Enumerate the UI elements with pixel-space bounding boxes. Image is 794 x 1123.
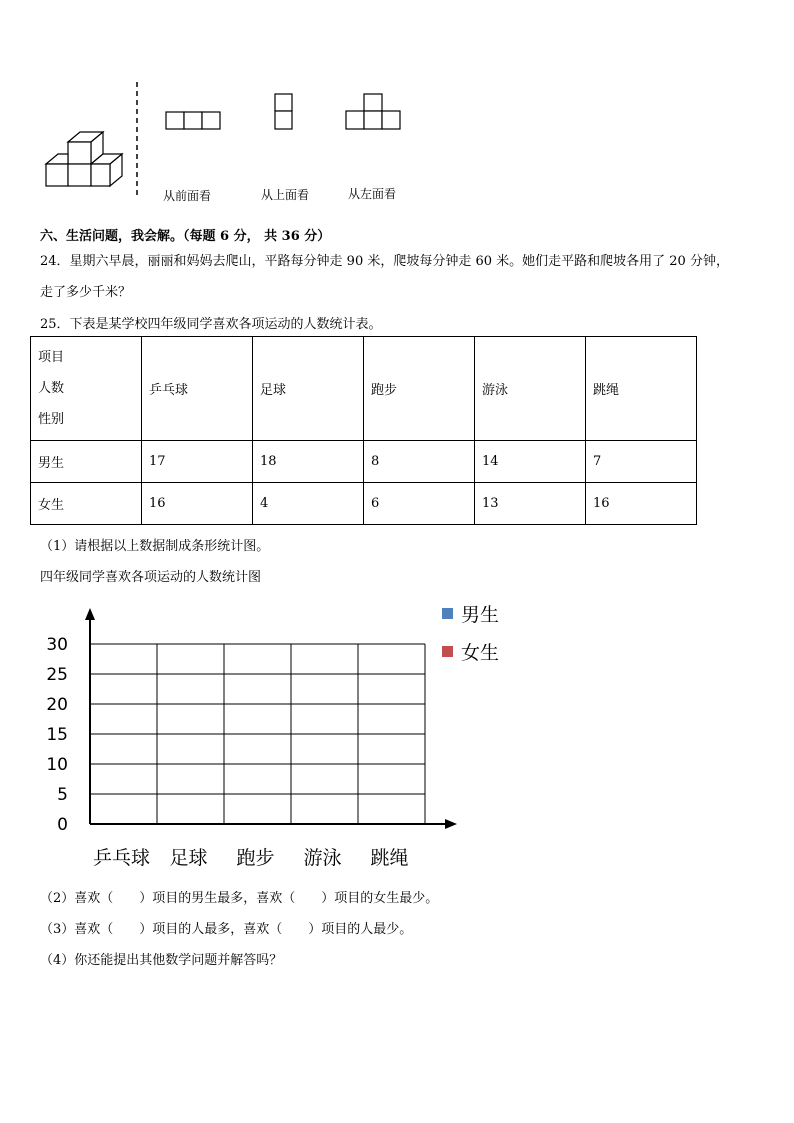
front-view-drawing: [166, 112, 220, 129]
table-cell: 18: [253, 441, 364, 483]
legend-label-boys: 男生: [461, 604, 500, 626]
column-header: 跑步: [364, 337, 475, 441]
corner-label-gender: 性别: [38, 412, 65, 427]
legend-item-girls: [442, 638, 499, 665]
sub-question-4: （4）你还能提出其他数学问题并解答吗？: [40, 953, 283, 968]
x-category-label: 游泳: [303, 847, 342, 869]
table-cell: 14: [475, 441, 586, 483]
legend-label-girls: 女生: [461, 642, 500, 664]
question-24-line2: 走了多少千米？: [40, 285, 132, 300]
x-category-label: 足球: [169, 847, 208, 869]
table-cell: 16: [142, 483, 253, 525]
table-row: [31, 441, 697, 483]
x-axis-arrow: [445, 819, 457, 829]
front-view-caption: 从前面看: [163, 189, 212, 203]
question-25-intro: 25．下表是某学校四年级同学喜欢各项运动的人数统计表。: [40, 317, 382, 332]
y-tick-label: 5: [57, 785, 68, 805]
table-header-row: [31, 337, 697, 441]
sub-question-3: （3）喜欢（ ）项目的人最多，喜欢（ ）项目的人最少。: [40, 922, 413, 937]
sports-stats-table: [30, 336, 697, 525]
x-category-label: 跑步: [236, 847, 275, 869]
y-tick-label: 25: [46, 665, 68, 685]
top-view-caption: 从上面看: [261, 188, 310, 202]
table-cell: 8: [364, 441, 475, 483]
column-header: 乒乓球: [142, 337, 253, 441]
legend-item-boys: [442, 600, 499, 627]
corner-label-item: 项目: [38, 350, 65, 365]
y-tick-label: 20: [46, 695, 68, 715]
sub-question-2: （2）喜欢（ ）项目的男生最多，喜欢（ ）项目的女生最少。: [40, 891, 439, 906]
table-cell: 6: [364, 483, 475, 525]
top-view-drawing: [275, 94, 292, 129]
left-view-caption: 从左面看: [348, 187, 397, 201]
left-view-drawing: [346, 94, 400, 129]
x-category-label: 跳绳: [370, 847, 409, 869]
chart-title: 四年级同学喜欢各项运动的人数统计图: [40, 570, 262, 585]
row-label: 男生: [31, 441, 142, 483]
y-tick-label: 10: [46, 755, 68, 775]
table-cell: 7: [586, 441, 697, 483]
question-24-line1: 24．星期六早晨，丽丽和妈妈去爬山，平路每分钟走 90 米，爬坡每分钟走 60 米。她们走平路和爬坡各用了 20 分钟，: [40, 254, 729, 269]
y-axis-arrow: [85, 608, 95, 620]
column-header: 跳绳: [586, 337, 697, 441]
table-corner-cell: [31, 337, 142, 441]
cube-stack-drawing: [46, 132, 122, 186]
row-label: 女生: [31, 483, 142, 525]
y-tick-label: 30: [46, 635, 68, 655]
y-tick-label: 0: [57, 815, 68, 835]
legend-swatch-girls: [442, 646, 453, 657]
bar-chart: [30, 595, 530, 875]
legend-swatch-boys: [442, 608, 453, 619]
column-header: 游泳: [475, 337, 586, 441]
table-cell: 16: [586, 483, 697, 525]
corner-label-count: 人数: [38, 381, 65, 396]
table-cell: 17: [142, 441, 253, 483]
sub-question-1: （1）请根据以上数据制成条形统计图。: [40, 539, 270, 554]
section-heading: 六、生活问题，我会解。（每题 6 分， 共 36 分）: [40, 229, 331, 244]
table-row: [31, 483, 697, 525]
x-category-label: 乒乓球: [92, 847, 151, 869]
y-tick-label: 15: [46, 725, 68, 745]
table-cell: 4: [253, 483, 364, 525]
column-header: 足球: [253, 337, 364, 441]
table-cell: 13: [475, 483, 586, 525]
